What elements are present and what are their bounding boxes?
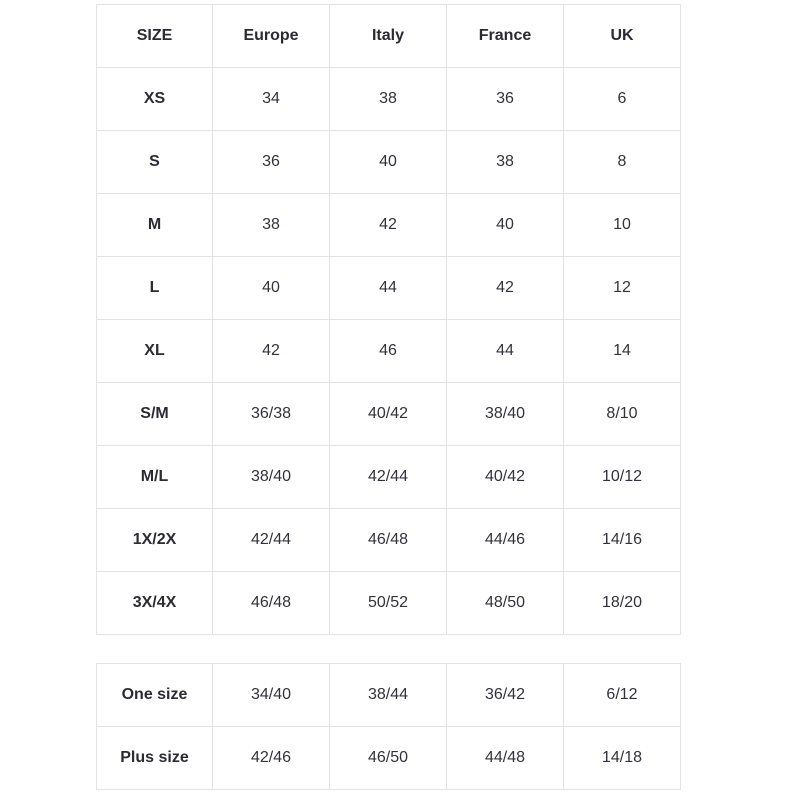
cell-europe: 38/40 [213,446,330,509]
table-body [97,68,681,635]
cell-uk: 12 [564,257,681,320]
cell-europe: 42/46 [213,727,330,790]
cell-uk: 14/16 [564,509,681,572]
cell-uk: 8 [564,131,681,194]
row-label: 1X/2X [97,509,213,572]
cell-italy: 46/48 [330,509,447,572]
table-row [97,446,681,509]
table-header-row [97,5,681,68]
cell-uk: 6/12 [564,664,681,727]
column-header-italy: Italy [330,5,447,68]
cell-france: 44/48 [447,727,564,790]
column-header-europe: Europe [213,5,330,68]
cell-europe: 34/40 [213,664,330,727]
cell-italy: 46/50 [330,727,447,790]
one-size-plus-size-table [96,663,681,790]
cell-europe: 40 [213,257,330,320]
table-row [97,509,681,572]
secondary-table-body [97,664,681,790]
cell-france: 42 [447,257,564,320]
row-label: S [97,131,213,194]
cell-france: 38 [447,131,564,194]
cell-europe: 42 [213,320,330,383]
cell-europe: 36 [213,131,330,194]
cell-europe: 46/48 [213,572,330,635]
cell-france: 44/46 [447,509,564,572]
cell-italy: 50/52 [330,572,447,635]
cell-uk: 18/20 [564,572,681,635]
cell-france: 40 [447,194,564,257]
table-row [97,664,681,727]
table-row [97,131,681,194]
tables-container [96,4,680,790]
cell-france: 44 [447,320,564,383]
row-label: S/M [97,383,213,446]
table-header [97,5,681,68]
cell-italy: 42/44 [330,446,447,509]
cell-italy: 38/44 [330,664,447,727]
table-row [97,194,681,257]
cell-uk: 10/12 [564,446,681,509]
size-conversion-table [96,4,681,635]
row-label: M/L [97,446,213,509]
cell-italy: 46 [330,320,447,383]
cell-italy: 42 [330,194,447,257]
table-row [97,727,681,790]
table-spacer [96,635,680,663]
row-label: L [97,257,213,320]
row-label: XL [97,320,213,383]
row-label: 3X/4X [97,572,213,635]
table-row [97,572,681,635]
cell-uk: 6 [564,68,681,131]
cell-europe: 36/38 [213,383,330,446]
column-header-france: France [447,5,564,68]
cell-italy: 38 [330,68,447,131]
cell-italy: 40 [330,131,447,194]
row-label: M [97,194,213,257]
cell-uk: 14/18 [564,727,681,790]
cell-europe: 34 [213,68,330,131]
row-label-one-size: One size [97,664,213,727]
row-label-plus-size: Plus size [97,727,213,790]
cell-france: 48/50 [447,572,564,635]
cell-uk: 14 [564,320,681,383]
cell-france: 36/42 [447,664,564,727]
table-row [97,383,681,446]
cell-italy: 44 [330,257,447,320]
cell-italy: 40/42 [330,383,447,446]
column-header-uk: UK [564,5,681,68]
cell-france: 36 [447,68,564,131]
cell-uk: 10 [564,194,681,257]
cell-france: 38/40 [447,383,564,446]
cell-france: 40/42 [447,446,564,509]
cell-europe: 42/44 [213,509,330,572]
table-row [97,68,681,131]
table-row [97,320,681,383]
cell-uk: 8/10 [564,383,681,446]
row-label: XS [97,68,213,131]
column-header-size: SIZE [97,5,213,68]
cell-europe: 38 [213,194,330,257]
table-row [97,257,681,320]
